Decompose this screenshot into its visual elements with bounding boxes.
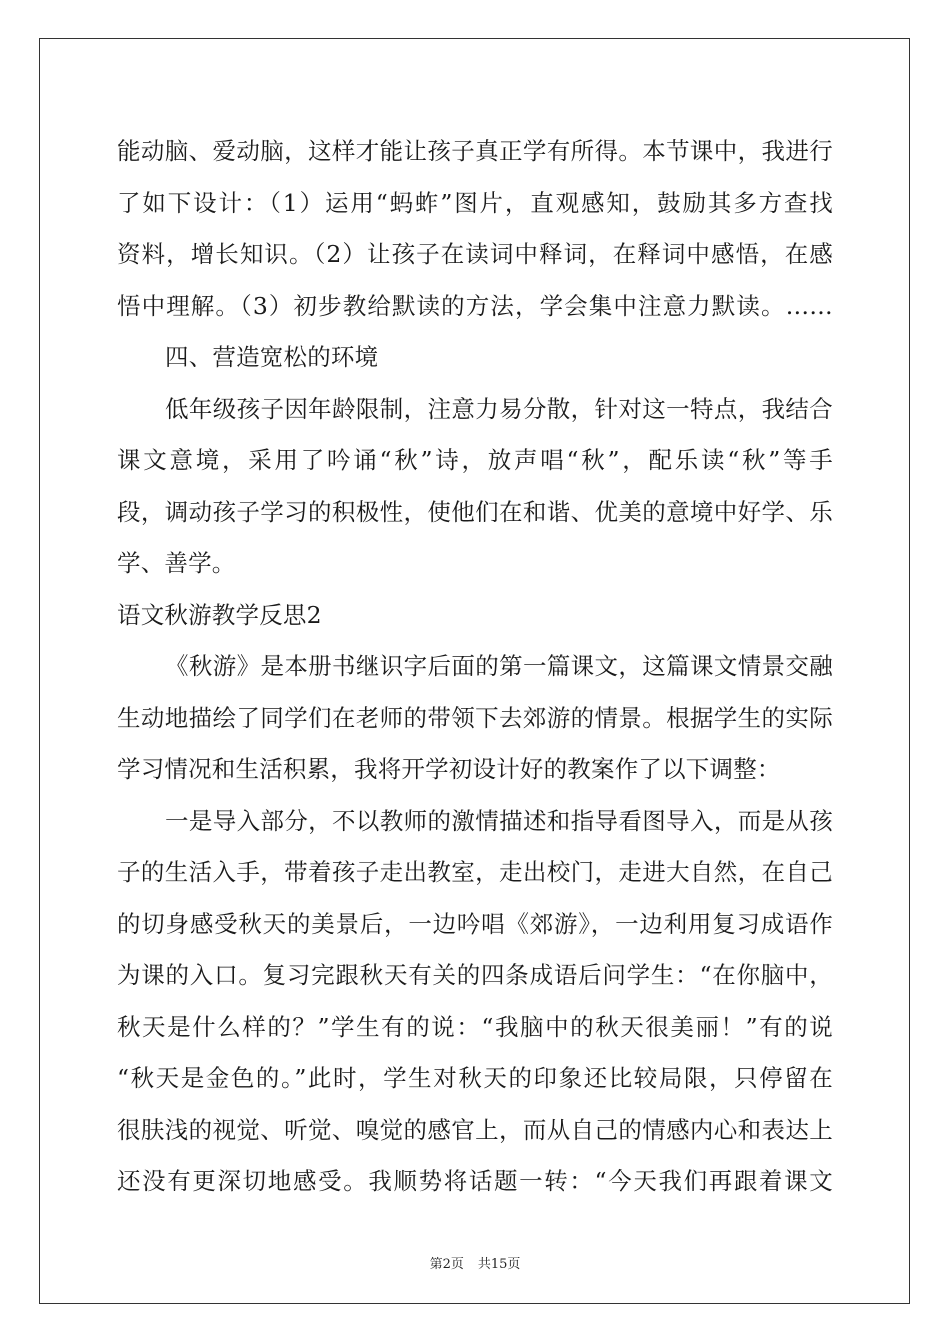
- text-line: “秋天是金色的。”此时，学生对秋天的印象还比较局限，只停留在: [117, 1064, 833, 1092]
- text-line: 段，调动孩子学习的积极性，使他们在和谐、优美的意境中好学、乐: [117, 497, 833, 526]
- text-line: 一是导入部分，不以教师的激情描述和指导看图导入，而是从孩: [165, 806, 833, 835]
- document-body: [117, 126, 833, 1208]
- text-line: 了如下设计：（1）运用“蚂蚱”图片，直观感知，鼓励其多方查找: [117, 188, 833, 217]
- page-footer: [0, 1256, 950, 1274]
- page-number: 第2页: [429, 1257, 464, 1272]
- text-line: 很肤浅的视觉、听觉、嗅觉的感官上，而从自己的情感内心和表达上: [117, 1115, 833, 1144]
- text-line: 语文秋游教学反思2: [117, 600, 322, 629]
- text-line: 秋天是什么样的？”学生有的说：“我脑中的秋天很美丽！”有的说: [117, 1012, 833, 1041]
- text-line: 低年级孩子因年龄限制，注意力易分散，针对这一特点，我结合: [165, 394, 833, 423]
- text-line: 子的生活入手，带着孩子走出教室，走出校门，走进大自然，在自己: [117, 858, 833, 886]
- text-line: 课文意境，采用了吟诵“秋”诗，放声唱“秋”，配乐读“秋”等手: [117, 446, 833, 474]
- text-line: 悟中理解。（3）初步教给默读的方法，学会集中注意力默读。……: [117, 291, 833, 320]
- text-line: 资料，增长知识。（2）让孩子在读词中释词，在释词中感悟，在感: [117, 240, 833, 268]
- page-total: 共15页: [477, 1257, 521, 1272]
- text-line: 为课的入口。复习完跟秋天有关的四条成语后问学生：“在你脑中，: [117, 961, 833, 989]
- text-line: 生动地描绘了同学们在老师的带领下去郊游的情景。根据学生的实际: [117, 703, 833, 732]
- text-line: 还没有更深切地感受。我顺势将话题一转：“今天我们再跟着课文: [117, 1167, 833, 1195]
- text-line: 学习情况和生活积累，我将开学初设计好的教案作了以下调整：: [117, 755, 781, 783]
- text-line: 的切身感受秋天的美景后，一边吟唱《郊游》，一边利用复习成语作: [117, 909, 833, 938]
- text-line: 能动脑、爱动脑，这样才能让孩子真正学有所得。本节课中，我进行: [117, 137, 833, 165]
- text-line: 学、善学。: [117, 549, 236, 577]
- text-line: 四、营造宽松的环境: [165, 343, 379, 371]
- text-line: 《秋游》是本册书继识字后面的第一篇课文，这篇课文情景交融: [165, 652, 833, 680]
